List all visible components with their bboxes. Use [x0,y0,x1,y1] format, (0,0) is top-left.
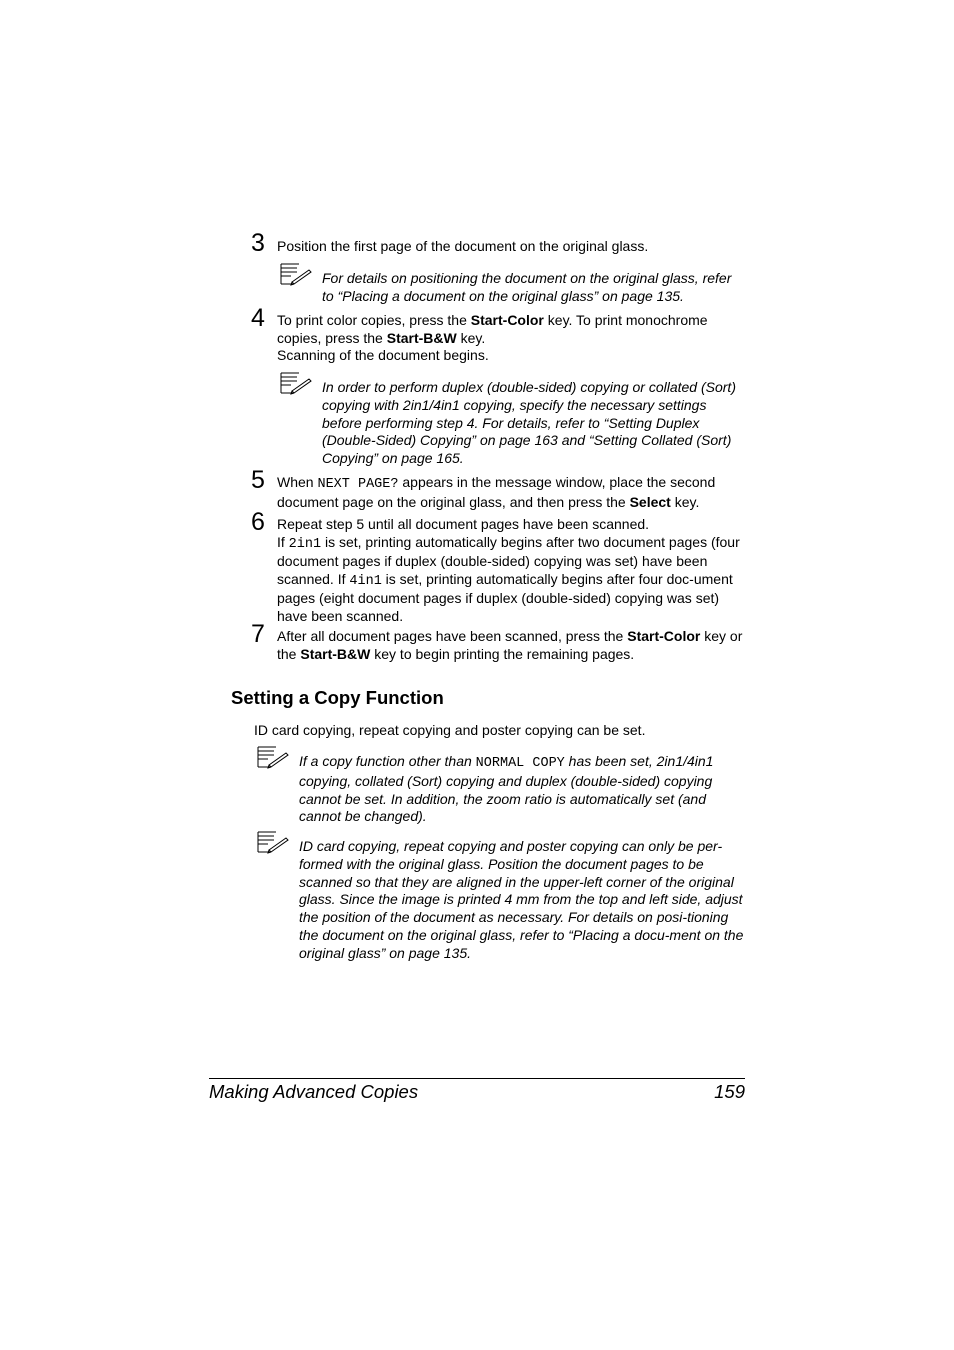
note-text-2: In order to perform duplex (double-sided) copying or collated (Sort) copying with 2in1/4in1 copying, specify the necessary settings before performing step 4. For details, refer to “Setting Duplex (Double-Sided) Copying” on page 163 and “Setting Collated (Sort) Copying” on page 165. [322,379,736,467]
message-code: NEXT PAGE? [317,477,399,492]
step-4-para-1: To print color copies, press the Start-Color key. To print monochrome copies, press the Start-B&W key. [277,312,708,346]
note-text-1: For details on positioning the document on the original glass, refer to “Placing a document on the original glass” on page 135. [322,270,732,304]
step-4-para-2: Scanning of the document begins. [277,347,489,364]
note-text-3: If a copy function other than NORMAL COPY has been set, 2in1/4in1 copying, collated (Sort) copying and duplex (double-sided) copying cannot be set. In addition, the zoom ratio is automatically set (and cannot be changed). [299,753,714,825]
footer-title: Making Advanced Copies [209,1081,419,1102]
note-pencil-icon [256,745,290,769]
step-6-text [277,516,749,626]
step-7-text: After all document pages have been scanned, press the Start-Color key or the Start-B&W key to begin printing the remaining pages. [277,628,743,662]
step-5-text: When NEXT PAGE? appears in the message window, place the second document page on the original glass, and then press the Select key. [277,474,716,510]
step-number-4: 4 [251,304,265,332]
step-4-text [277,312,749,365]
note-pencil-icon [279,262,313,286]
step-3-text: Position the first page of the document on the original glass. [277,238,649,254]
section-intro: ID card copying, repeat copying and poster copying can be set. [254,722,646,738]
section-heading: Setting a Copy Function [231,687,444,708]
note-text-4: ID card copying, repeat copying and poster copying can only be per-formed with the original glass. Position the document pages to be scanned so that they are aligned in the upper-left corner of the original glass. Since the image is printed 4 mm from the top and left side, adjust the position of the document as necessary. For details on posi-tioning the document on the original glass, refer to “Placing a docu-ment on the original glass” on page 135. [299,838,744,961]
step-number-7: 7 [251,620,265,648]
footer-rule [209,1078,745,1079]
step-number-6: 6 [251,508,265,536]
note-pencil-icon [279,371,313,395]
step-number-5: 5 [251,466,265,494]
note-pencil-icon [256,830,290,854]
step-6-para-2: If 2in1 is set, printing automatically begins after two document pages (four document pages if duplex (double-sided) copying was set) have been scanned. If 4in1 is set, printing automatically begins after four doc-ument pages (eight document pages if duplex (double-sided) copying was set) have been scanned. [277,533,740,624]
step-number-3: 3 [251,229,265,257]
page-number: 159 [714,1081,745,1102]
step-6-para-1: Repeat step 5 until all document pages have been scanned. [277,516,650,532]
